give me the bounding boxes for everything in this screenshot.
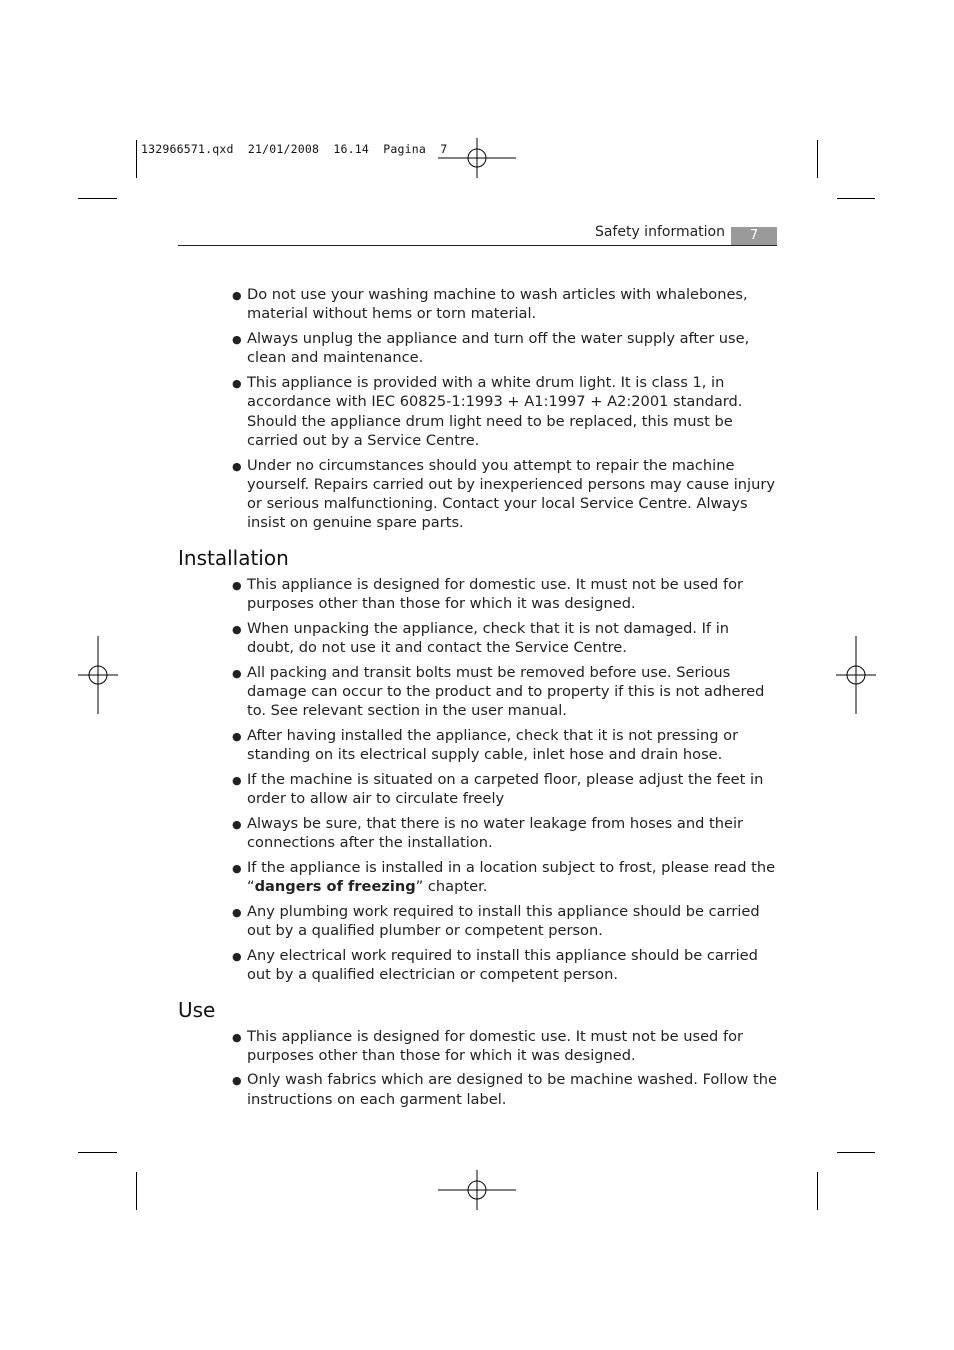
bullet-icon: ●: [232, 666, 242, 680]
list-item: ● Under no circumstances should you attempt to repair the machine yourself. Repairs carried out by inexperienced persons may cause injury or serious malfunctioning. Contact your local Service Centre. Always insist on genuine spare parts.: [232, 456, 775, 532]
bullet-icon: ●: [232, 905, 242, 919]
bullet-icon: ●: [232, 622, 242, 636]
list-item: ● If the machine is situated on a carpeted floor, please adjust the feet in order to allow air to circulate freely: [232, 770, 764, 808]
crop-mark: [78, 1152, 117, 1153]
list-item: ● Any electrical work required to install this appliance should be carried out by a qualified electrician or competent person.: [232, 946, 758, 984]
registration-mark-icon: [438, 1170, 516, 1210]
bullet-icon: ●: [232, 729, 242, 743]
bullet-icon: ●: [232, 949, 242, 963]
list-item: ● After having installed the appliance, check that it is not pressing or standing on its electrical supply cable, inlet hose and drain hose.: [232, 726, 739, 764]
crop-mark: [817, 1172, 818, 1210]
use-heading: Use: [178, 997, 216, 1022]
use-list: [232, 1027, 778, 1110]
page-content: [178, 285, 778, 1114]
list-item: ● This appliance is designed for domestic use. It must not be used for purposes other than those for which it was designed.: [232, 575, 744, 613]
list-item: ● If the appliance is installed in a location subject to frost, please read the “dangers of freezing” chapter.: [232, 858, 776, 896]
registration-mark-icon: [438, 138, 516, 178]
crop-mark: [78, 198, 117, 199]
list-item: ● Do not use your washing machine to wash articles with whalebones, material without hems or torn material.: [232, 286, 748, 323]
list-item: ● This appliance is designed for domestic use. It must not be used for purposes other than those for which it was designed.: [232, 1027, 744, 1064]
bullet-icon: ●: [232, 1074, 242, 1088]
bullet-icon: ●: [232, 578, 242, 592]
list-item: ● Any plumbing work required to install this appliance should be carried out by a qualified plumber or competent person.: [232, 902, 760, 940]
bullet-icon: ●: [232, 459, 242, 473]
list-item: ● All packing and transit bolts must be removed before use. Serious damage can occur to the product and to property if this is not adhered to. See relevant section in the user manual.: [232, 663, 765, 720]
registration-mark-icon: [836, 636, 876, 714]
installation-heading: Installation: [178, 545, 289, 570]
bullet-icon: ●: [232, 332, 242, 346]
crop-mark: [136, 1172, 137, 1210]
list-item: ● This appliance is provided with a white drum light. It is class 1, in accordance with IEC 60825-1:1993 + A1:1997 + A2:2001 standard. Should the appliance drum light need to be replaced, this must be carried out by a Service Centre.: [232, 373, 743, 449]
crop-mark: [837, 1152, 875, 1153]
bullet-icon: ●: [232, 817, 242, 831]
list-item: ● Always be sure, that there is no water leakage from hoses and their connections after the installation.: [232, 814, 744, 852]
list-item: ● When unpacking the appliance, check that it is not damaged. If in doubt, do not use it and contact the Service Centre.: [232, 619, 729, 657]
running-header-title: Safety information: [594, 224, 725, 240]
header-rule: [178, 245, 777, 246]
registration-mark-icon: [78, 636, 118, 714]
crop-mark: [837, 198, 875, 199]
page-number-badge: 7: [731, 227, 777, 245]
list-item: ● Only wash fabrics which are designed to be machine washed. Follow the instructions on each garment label.: [232, 1071, 777, 1108]
bullet-icon: ●: [232, 376, 242, 390]
installation-list: [232, 575, 778, 985]
freezing-chapter-reference: dangers of freezing: [254, 878, 416, 896]
bullet-icon: ●: [232, 861, 242, 875]
print-slug: 132966571.qxd 21/01/2008 16.14 Pagina 7: [141, 142, 448, 156]
bullet-icon: ●: [232, 1030, 242, 1044]
safety-list: [232, 285, 778, 533]
bullet-icon: ●: [232, 289, 242, 302]
crop-mark: [817, 140, 818, 178]
crop-mark: [136, 140, 137, 178]
list-item: ● Always unplug the appliance and turn off the water supply after use, clean and maintenance.: [232, 329, 750, 367]
bullet-icon: ●: [232, 773, 242, 787]
